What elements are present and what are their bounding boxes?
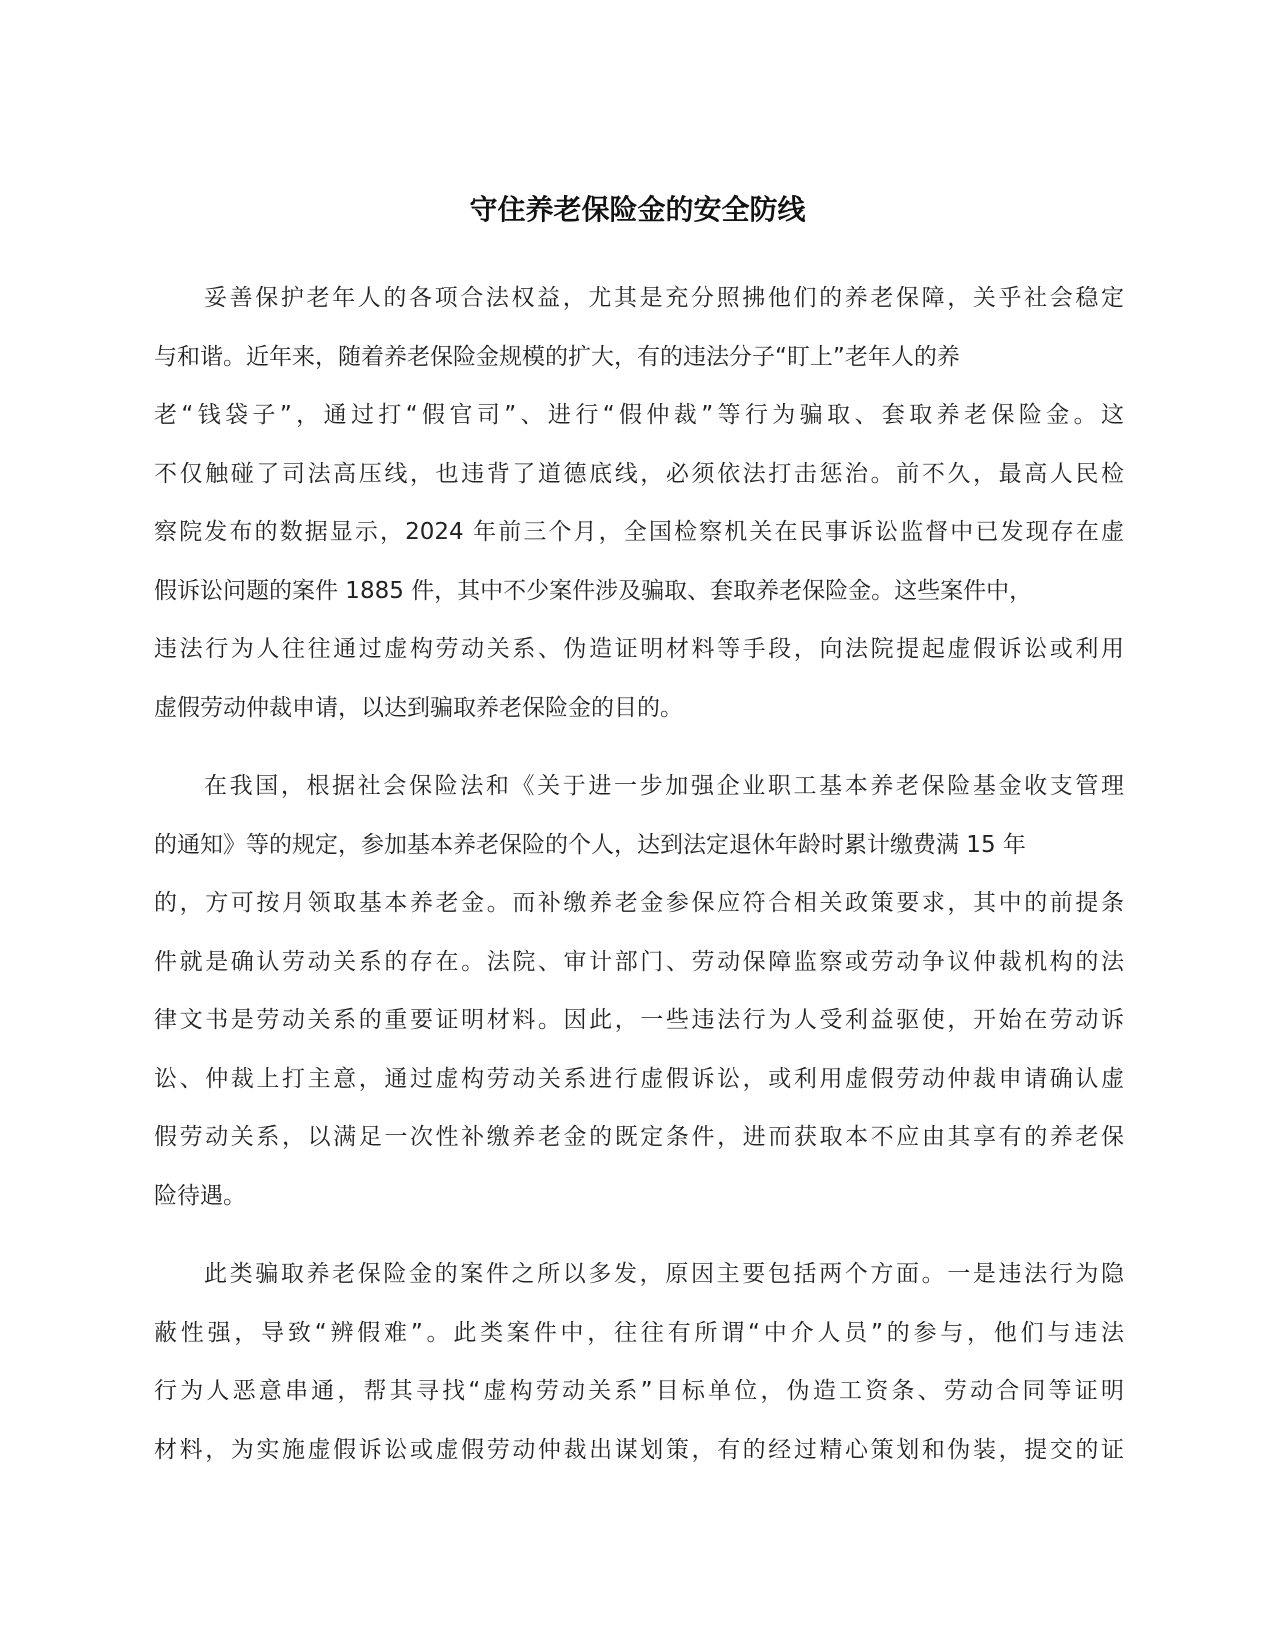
paragraph-line: 在我国，根据社会保险法和《关于进一步加强企业职工基本养老保险基金收支管理 — [204, 773, 1124, 799]
paragraph-line: 违法行为人往往通过虚构劳动关系、伪造证明材料等手段，向法院提起虚假诉讼或利用 — [154, 636, 1124, 662]
paragraph-2 — [154, 757, 1124, 1225]
paragraph-line: 假诉讼问题的案件 1885 件，其中不少案件涉及骗取、套取养老保险金。这些案件中， — [154, 577, 1033, 604]
paragraph-line: 的通知》等的规定，参加基本养老保险的个人，达到法定退休年龄时累计缴费满 15 年 — [154, 831, 1026, 858]
document-body — [154, 269, 1124, 1499]
paragraph-line: 行为人恶意串通，帮其寻找“虚构劳动关系”目标单位，伪造工资条、劳动合同等证明 — [154, 1378, 1124, 1404]
paragraph-line: 此类骗取养老保险金的案件之所以多发，原因主要包括两个方面。一是违法行为隐 — [204, 1261, 1124, 1287]
paragraph-line: 妥善保护老年人的各项合法权益，尤其是充分照拂他们的养老保障，关乎社会稳定 — [204, 285, 1124, 311]
paragraph-line: 与和谐。近年来，随着养老保险金规模的扩大，有的违法分子“盯上”老年人的养 — [154, 343, 960, 370]
paragraph-line: 材料，为实施虚假诉讼或虚假劳动仲裁出谋划策，有的经过精心策划和伪装，提交的证 — [154, 1436, 1124, 1463]
paragraph-line: 险待遇。 — [154, 1182, 246, 1209]
paragraph-line: 讼、仲裁上打主意，通过虚构劳动关系进行虚假诉讼，或利用虚假劳动仲裁申请确认虚 — [154, 1065, 1124, 1092]
paragraph-line: 不仅触碰了司法高压线，也违背了道德底线，必须依法打击惩治。前不久，最高人民检 — [154, 460, 1124, 487]
paragraph-3 — [154, 1245, 1124, 1479]
paragraph-line: 假劳动关系，以满足一次性补缴养老金的既定条件，进而获取本不应由其享有的养老保 — [154, 1124, 1124, 1150]
paragraph-line: 蔽性强，导致“辨假难”。此类案件中，往往有所谓“中介人员”的参与，他们与违法 — [154, 1319, 1124, 1346]
paragraph-line: 件就是确认劳动关系的存在。法院、审计部门、劳动保障监察或劳动争议仲裁机构的法 — [154, 948, 1124, 975]
paragraph-line: 察院发布的数据显示，2024 年前三个月，全国检察机关在民事诉讼监督中已发现存在虚 — [154, 519, 1124, 545]
paragraph-line: 律文书是劳动关系的重要证明材料。因此，一些违法行为人受利益驱使，开始在劳动诉 — [154, 1007, 1124, 1033]
paragraph-line: 的，方可按月领取基本养老金。而补缴养老金参保应符合相关政策要求，其中的前提条 — [154, 890, 1124, 916]
paragraph-1 — [154, 269, 1124, 737]
document-title: 守住养老保险金的安全防线 — [469, 193, 806, 226]
paragraph-line: 老“钱袋子”，通过打“假官司”、进行“假仲裁”等行为骗取、套取养老保险金。这 — [154, 402, 1124, 428]
paragraph-line: 虚假劳动仲裁申请，以达到骗取养老保险金的目的。 — [154, 694, 683, 721]
